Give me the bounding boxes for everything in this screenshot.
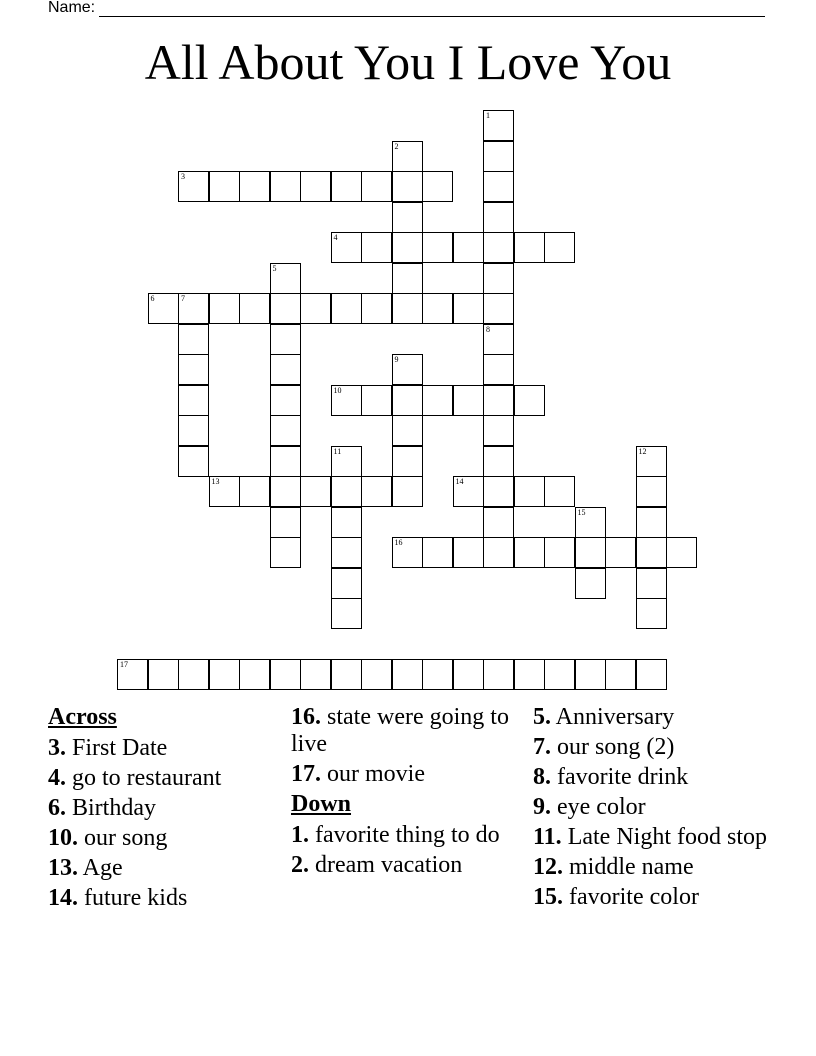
grid-cell[interactable] xyxy=(392,141,423,172)
grid-cell[interactable] xyxy=(483,293,514,324)
grid-cell[interactable] xyxy=(636,659,667,690)
grid-cell[interactable] xyxy=(178,659,209,690)
grid-cell[interactable] xyxy=(575,507,606,538)
grid-cell[interactable] xyxy=(331,659,362,690)
grid-cell[interactable] xyxy=(331,598,362,629)
grid-cell[interactable] xyxy=(270,385,301,416)
grid-cell[interactable] xyxy=(361,171,392,202)
clue-item-number: 14. xyxy=(48,885,78,911)
clue-item-number: 12. xyxy=(533,854,563,880)
grid-cell[interactable] xyxy=(483,232,514,263)
clue-number: 17 xyxy=(120,660,128,669)
grid-cell[interactable] xyxy=(453,659,484,690)
grid-cell[interactable] xyxy=(239,293,270,324)
grid-cell[interactable] xyxy=(422,293,453,324)
grid-cell[interactable] xyxy=(636,476,667,507)
grid-cell[interactable] xyxy=(666,537,697,568)
clue-item xyxy=(291,822,511,849)
grid-cell[interactable] xyxy=(270,659,301,690)
grid-cell[interactable] xyxy=(392,263,423,294)
grid-cell[interactable] xyxy=(483,537,514,568)
puzzle-title: All About You I Love You xyxy=(144,34,672,90)
grid-cell[interactable] xyxy=(483,385,514,416)
clue-item-number: 13. xyxy=(48,855,78,881)
grid-cell[interactable] xyxy=(209,659,240,690)
clue-number: 11 xyxy=(333,446,342,456)
name-underline[interactable] xyxy=(99,2,765,17)
grid-cell[interactable] xyxy=(422,537,453,568)
clue-item-text: Age xyxy=(78,855,123,881)
grid-cell[interactable] xyxy=(605,659,636,690)
clue-item-text: eye color xyxy=(551,794,646,820)
grid-cell[interactable] xyxy=(178,446,209,477)
grid-cell[interactable] xyxy=(209,476,240,507)
grid-cell[interactable] xyxy=(605,537,636,568)
grid-cell[interactable] xyxy=(514,659,545,690)
grid-cell[interactable] xyxy=(453,476,484,507)
clue-number: 16 xyxy=(394,538,403,547)
down-clue-list xyxy=(291,822,511,879)
clue-item-number: 7. xyxy=(533,734,551,760)
grid-cell[interactable] xyxy=(392,354,423,385)
clue-number: 4 xyxy=(333,233,338,242)
grid-cell[interactable] xyxy=(300,476,331,507)
clue-item-number: 17. xyxy=(291,761,321,787)
grid-cell[interactable] xyxy=(209,171,240,202)
clue-number: 3 xyxy=(181,172,185,181)
across-heading: Across xyxy=(48,704,117,730)
clue-item xyxy=(291,704,511,758)
grid-cell[interactable] xyxy=(331,446,362,477)
grid-cell[interactable] xyxy=(453,232,484,263)
grid-cell[interactable] xyxy=(178,293,209,324)
clue-item-text: favorite color xyxy=(563,884,699,910)
clue-item-number: 11. xyxy=(533,824,562,850)
clue-item-number: 4. xyxy=(48,765,66,791)
grid-cell[interactable] xyxy=(575,568,606,599)
clue-item xyxy=(291,761,511,788)
grid-cell[interactable] xyxy=(361,659,392,690)
grid-cell[interactable] xyxy=(392,171,423,202)
grid-cell[interactable] xyxy=(178,354,209,385)
grid-cell[interactable] xyxy=(178,171,209,202)
grid-cell[interactable] xyxy=(636,446,667,477)
clue-item xyxy=(533,764,793,791)
grid-cell[interactable] xyxy=(392,476,423,507)
grid-cell[interactable] xyxy=(178,385,209,416)
grid-cell[interactable] xyxy=(148,293,179,324)
grid-cell[interactable] xyxy=(483,476,514,507)
grid-cell[interactable] xyxy=(514,385,545,416)
grid-cell[interactable] xyxy=(483,141,514,172)
grid-cell[interactable] xyxy=(575,537,606,568)
grid-cell[interactable] xyxy=(361,232,392,263)
clue-item-text: middle name xyxy=(563,854,694,880)
grid-cell[interactable] xyxy=(270,354,301,385)
grid-cell[interactable] xyxy=(453,537,484,568)
grid-cell[interactable] xyxy=(178,415,209,446)
grid-cell[interactable] xyxy=(178,324,209,355)
clue-item xyxy=(533,794,793,821)
grid-cell[interactable] xyxy=(422,385,453,416)
grid-cell[interactable] xyxy=(544,476,575,507)
grid-cell[interactable] xyxy=(300,293,331,324)
grid-cell[interactable] xyxy=(270,263,301,294)
clue-item xyxy=(533,704,793,731)
grid-cell[interactable] xyxy=(514,537,545,568)
clue-item xyxy=(533,734,793,761)
clue-number: 2 xyxy=(394,141,399,151)
grid-cell[interactable] xyxy=(331,537,362,568)
clue-item-text: favorite thing to do xyxy=(309,822,500,848)
grid-cell[interactable] xyxy=(544,232,575,263)
clue-item xyxy=(48,825,273,852)
grid-cell[interactable] xyxy=(270,171,301,202)
clue-item xyxy=(48,735,273,762)
grid-cell[interactable] xyxy=(422,232,453,263)
clue-item-text: dream vacation xyxy=(309,852,463,878)
grid-cell[interactable] xyxy=(453,385,484,416)
grid-cell[interactable] xyxy=(209,293,240,324)
clue-number: 10 xyxy=(333,385,342,395)
name-field[interactable] xyxy=(48,0,765,17)
clue-item xyxy=(48,855,273,882)
grid-cell[interactable] xyxy=(239,171,270,202)
clues-column-2 xyxy=(291,704,511,882)
clue-item xyxy=(48,885,273,912)
clue-item xyxy=(48,795,273,822)
grid-cell[interactable] xyxy=(514,232,545,263)
clue-item-text: Anniversary xyxy=(551,704,675,730)
grid-cell[interactable] xyxy=(270,415,301,446)
grid-cell[interactable] xyxy=(392,202,423,233)
grid-cell[interactable] xyxy=(239,659,270,690)
grid-cell[interactable] xyxy=(392,446,423,477)
grid-cell[interactable] xyxy=(483,507,514,538)
grid-cell[interactable] xyxy=(361,385,392,416)
clue-number: 15 xyxy=(577,507,586,517)
grid-cell[interactable] xyxy=(148,659,179,690)
clues-column-3 xyxy=(533,704,793,914)
grid-cell[interactable] xyxy=(331,293,362,324)
name-label: Name: xyxy=(48,0,96,16)
clue-number: 7 xyxy=(181,294,185,303)
clue-item-number: 16. xyxy=(291,704,321,730)
clue-item-text: Birthday xyxy=(66,795,156,821)
grid-cell[interactable] xyxy=(483,263,514,294)
clue-item-text: favorite drink xyxy=(551,764,689,790)
grid-cell[interactable] xyxy=(239,476,270,507)
across-clue-list-continued xyxy=(291,704,511,788)
grid-cell[interactable] xyxy=(483,415,514,446)
down-heading: Down xyxy=(291,791,352,817)
clue-item xyxy=(291,852,511,879)
grid-cell[interactable] xyxy=(636,598,667,629)
grid-cell[interactable] xyxy=(270,507,301,538)
grid-cell[interactable] xyxy=(331,568,362,599)
clue-item-number: 8. xyxy=(533,764,551,790)
clue-item-text: Late Night food stop xyxy=(561,824,767,850)
clue-item-text: state were going to live xyxy=(291,704,509,757)
across-clue-list xyxy=(48,735,273,912)
grid-cell[interactable] xyxy=(392,293,423,324)
clue-item xyxy=(533,854,793,881)
clue-item-text: First Date xyxy=(66,735,168,761)
grid-cell[interactable] xyxy=(270,537,301,568)
clue-item-number: 6. xyxy=(48,795,66,821)
grid-cell[interactable] xyxy=(575,659,606,690)
grid-cell[interactable] xyxy=(270,446,301,477)
grid-cell[interactable] xyxy=(270,293,301,324)
grid-cell[interactable] xyxy=(483,110,514,141)
grid-cell[interactable] xyxy=(331,232,362,263)
grid-cell[interactable] xyxy=(331,385,362,416)
clue-item-text: our song (2) xyxy=(551,734,675,760)
grid-cell[interactable] xyxy=(636,568,667,599)
clue-number: 9 xyxy=(394,355,399,364)
clue-item-number: 9. xyxy=(533,794,551,820)
grid-cell[interactable] xyxy=(544,659,575,690)
grid-cell[interactable] xyxy=(300,171,331,202)
grid-cell[interactable] xyxy=(483,202,514,233)
grid-cell[interactable] xyxy=(636,507,667,538)
grid-cell[interactable] xyxy=(483,171,514,202)
clue-item-text: future kids xyxy=(78,885,188,911)
clue-item xyxy=(48,765,273,792)
grid-cell[interactable] xyxy=(514,476,545,507)
grid-cell[interactable] xyxy=(361,476,392,507)
grid-cell[interactable] xyxy=(453,293,484,324)
grid-cell[interactable] xyxy=(392,659,423,690)
clues-column-1 xyxy=(48,704,273,915)
clue-number: 13 xyxy=(211,477,220,486)
grid-cell[interactable] xyxy=(270,324,301,355)
clue-number: 6 xyxy=(150,294,155,303)
down-clue-list-continued xyxy=(533,704,793,911)
clue-item-number: 2. xyxy=(291,852,309,878)
grid-cell[interactable] xyxy=(331,171,362,202)
clue-item-number: 1. xyxy=(291,822,309,848)
clue-number: 12 xyxy=(638,446,647,456)
clue-item-number: 15. xyxy=(533,884,563,910)
clue-item-number: 5. xyxy=(533,704,551,730)
grid-cell[interactable] xyxy=(300,659,331,690)
grid-cell[interactable] xyxy=(483,659,514,690)
clue-item xyxy=(533,884,793,911)
grid-cell[interactable] xyxy=(117,659,148,690)
grid-cell[interactable] xyxy=(636,537,667,568)
clue-item-number: 3. xyxy=(48,735,66,761)
grid-cell[interactable] xyxy=(422,171,453,202)
grid-cell[interactable] xyxy=(392,385,423,416)
grid-cell[interactable] xyxy=(483,354,514,385)
grid-cell[interactable] xyxy=(483,324,514,355)
grid-cell[interactable] xyxy=(483,446,514,477)
grid-cell[interactable] xyxy=(422,659,453,690)
clue-item-number: 10. xyxy=(48,825,78,851)
grid-cell[interactable] xyxy=(331,476,362,507)
grid-cell[interactable] xyxy=(392,415,423,446)
clue-number: 1 xyxy=(486,111,490,120)
clue-item-text: our song xyxy=(78,825,168,851)
clue-item-text: go to restaurant xyxy=(66,765,222,791)
grid-cell[interactable] xyxy=(361,293,392,324)
clue-number: 5 xyxy=(272,263,277,273)
grid-cell[interactable] xyxy=(270,476,301,507)
grid-cell[interactable] xyxy=(544,537,575,568)
clue-number: 8 xyxy=(486,324,490,334)
grid-cell[interactable] xyxy=(392,537,423,568)
grid-cell[interactable] xyxy=(331,507,362,538)
clue-item-text: our movie xyxy=(321,761,425,787)
grid-cell[interactable] xyxy=(392,232,423,263)
clue-number: 14 xyxy=(455,477,464,486)
clue-item xyxy=(533,824,793,851)
